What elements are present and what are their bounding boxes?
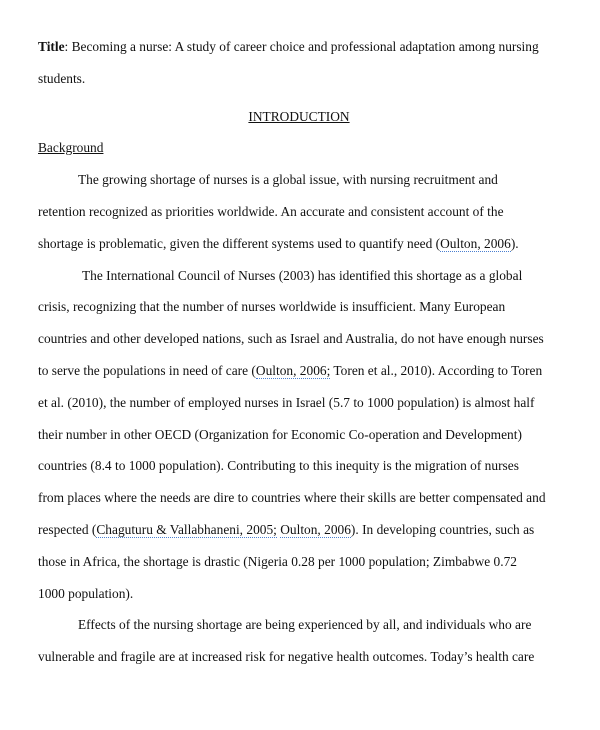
citation-link[interactable]: Chaguturu & Vallabhaneni, 2005; (96, 521, 277, 537)
subheading (38, 132, 560, 164)
paragraph-line: from places where the needs are dire to countries where their skills are better compensated and (38, 490, 546, 506)
paragraph-line: et al. (2010), the number of employed nurses in Israel (5.7 to 1000 population) is almost half (38, 394, 535, 410)
paragraph-line: countries and other developed nations, such as Israel and Australia, do not have enough nurses (38, 331, 544, 347)
paragraph-line: vulnerable and fragile are at increased risk for negative health outcomes. Today’s health care (38, 649, 535, 665)
paragraph-line: The growing shortage of nurses is a global issue, with nursing recruitment and (78, 172, 498, 188)
title-text: : Becoming a nurse: A study of career choice and professional adaptation among nursing (64, 39, 539, 54)
text-run: respected ( (38, 521, 97, 537)
title-line-1 (38, 31, 560, 63)
paragraph-line: Effects of the nursing shortage are being experienced by all, and individuals who are (78, 617, 532, 633)
paragraph-line: 1000 population). (38, 585, 134, 601)
section-heading-text: INTRODUCTION (248, 108, 350, 124)
paragraph-line (38, 514, 560, 546)
paragraph-2 (38, 260, 560, 610)
paragraph-line: crisis, recognizing that the number of nurses worldwide is insufficient. Many European (38, 299, 506, 315)
paragraph-3 (38, 609, 560, 673)
paragraph-line (38, 355, 560, 387)
citation-link[interactable]: Oulton, 2006 (440, 235, 511, 251)
text-run: ). (510, 235, 519, 251)
text-run: ). In developing countries, such as (350, 521, 535, 537)
citation-link[interactable]: Oulton, 2006 (280, 521, 351, 537)
paragraph-line: those in Africa, the shortage is drastic (Nigeria 0.28 per 1000 population; Zimbabwe 0.72 (38, 553, 517, 569)
text-run: shortage is problematic, given the different systems used to quantify need ( (38, 235, 441, 251)
subheading-text: Background (38, 140, 104, 156)
title-label: Title (38, 39, 65, 54)
paragraph-line: The International Council of Nurses (2003) has identified this shortage as a global (82, 267, 523, 283)
section-heading (38, 101, 560, 133)
paragraph-line: retention recognized as priorities worldwide. An accurate and consistent account of the (38, 203, 504, 219)
paragraph-1 (38, 164, 560, 259)
text-run: Toren et al., 2010). According to Toren (330, 362, 543, 378)
paragraph-line: countries (8.4 to 1000 population). Contributing to this inequity is the migration of nurses (38, 458, 519, 474)
paragraph-line (38, 228, 560, 260)
citation-link[interactable]: Oulton, 2006; (255, 362, 331, 378)
text-run: to serve the populations in need of care ( (38, 362, 256, 378)
title-line-2: students. (38, 70, 86, 86)
paragraph-line: their number in other OECD (Organization for Economic Co-operation and Development) (38, 426, 522, 442)
title-block (38, 0, 560, 95)
